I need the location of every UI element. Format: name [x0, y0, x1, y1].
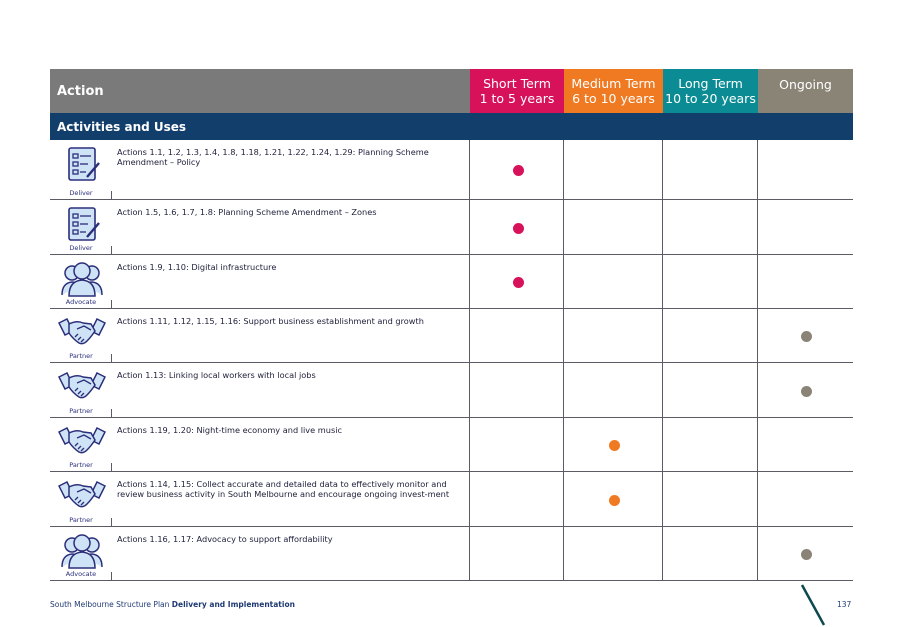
- footer-section-title: Delivery and Implementation: [171, 600, 295, 609]
- column-divider: [563, 140, 564, 581]
- icon-divider: [111, 354, 112, 362]
- role-icon-wrap: [50, 255, 112, 308]
- header-action: [50, 69, 470, 113]
- table-row: [50, 363, 853, 418]
- role-icon-wrap: [50, 527, 112, 580]
- icon-divider: [111, 409, 112, 417]
- section-title: [50, 113, 853, 140]
- medium-term-label: Medium Term: [571, 76, 656, 91]
- checklist-pen-icon: [66, 206, 102, 248]
- icon-divider: [111, 300, 112, 308]
- header-short-term: [470, 69, 564, 113]
- long-term-years: 10 to 20 years: [665, 91, 756, 106]
- column-divider: [662, 140, 663, 581]
- role-label: Partner: [69, 352, 93, 360]
- action-text: Actions 1.14, 1.15: Collect accurate and detailed data to effectively monitor and review business activity in South Melbourne and encourage ongoing invest-ment: [117, 479, 450, 499]
- term-marker-dot: [801, 386, 812, 397]
- handshake-icon: [57, 478, 107, 516]
- column-divider: [469, 140, 470, 581]
- short-term-years: 1 to 5 years: [479, 91, 555, 106]
- table-row: [50, 309, 853, 363]
- role-label: Deliver: [69, 189, 93, 197]
- role-icon-wrap: [50, 309, 112, 362]
- table-row: [50, 527, 853, 581]
- handshake-icon: [57, 369, 107, 407]
- checklist-pen-icon: [66, 146, 102, 188]
- long-term-label: Long Term: [678, 76, 743, 91]
- ongoing-label: Ongoing: [779, 77, 832, 92]
- short-term-label: Short Term: [483, 76, 551, 91]
- role-icon-wrap: [50, 363, 112, 417]
- role-label: Partner: [69, 461, 93, 469]
- term-marker-dot: [513, 223, 524, 234]
- role-label: Partner: [69, 516, 93, 524]
- term-marker-dot: [513, 277, 524, 288]
- icon-divider: [111, 518, 112, 526]
- action-text: Action 1.13: Linking local workers with local jobs: [117, 370, 316, 380]
- action-text: Actions 1.11, 1.12, 1.15, 1.16: Support business establishment and growth: [117, 316, 424, 326]
- term-marker-dot: [609, 440, 620, 451]
- footer-plan-title: South Melbourne Structure Plan: [50, 600, 170, 609]
- action-text: Actions 1.16, 1.17: Advocacy to support affordability: [117, 534, 333, 544]
- role-icon-wrap: [50, 200, 112, 254]
- role-icon-wrap: [50, 140, 112, 199]
- role-label: Advocate: [65, 570, 97, 578]
- table-row: [50, 140, 853, 200]
- icon-divider: [111, 191, 112, 199]
- medium-term-years: 6 to 10 years: [572, 91, 655, 106]
- role-label: Partner: [69, 407, 93, 415]
- table-row: [50, 472, 853, 527]
- term-marker-dot: [513, 165, 524, 176]
- role-icon-wrap: [50, 418, 112, 471]
- action-text: Actions 1.9, 1.10: Digital infrastructure: [117, 262, 277, 272]
- header-medium-term: [564, 69, 663, 113]
- handshake-icon: [57, 315, 107, 353]
- table-row: [50, 255, 853, 309]
- icon-divider: [111, 246, 112, 254]
- role-icon-wrap: [50, 472, 112, 526]
- section-title-text: Activities and Uses: [57, 119, 187, 134]
- column-divider: [757, 140, 758, 581]
- term-marker-dot: [801, 549, 812, 560]
- handshake-icon: [57, 424, 107, 462]
- term-marker-dot: [609, 495, 620, 506]
- page-number: 137: [837, 600, 852, 609]
- action-text: Actions 1.19, 1.20: Night-time economy and live music: [117, 425, 343, 435]
- header-long-term: [663, 69, 758, 113]
- people-icon: [57, 261, 107, 303]
- icon-divider: [111, 572, 112, 580]
- action-text: Actions 1.1, 1.2, 1.3, 1.4, 1.8, 1.18, 1.21, 1.22, 1.24, 1.29: Planning Scheme Amendment – Policy: [117, 147, 429, 167]
- footer: [50, 600, 295, 609]
- icon-divider: [111, 463, 112, 471]
- table-header: [50, 69, 853, 113]
- table-row: [50, 418, 853, 472]
- action-text: Action 1.5, 1.6, 1.7, 1.8: Planning Scheme Amendment – Zones: [117, 207, 377, 217]
- term-marker-dot: [801, 331, 812, 342]
- header-action-label: Action: [57, 83, 104, 99]
- decorative-slash: [800, 583, 830, 627]
- role-label: Advocate: [65, 298, 97, 306]
- role-label: Deliver: [69, 244, 93, 252]
- table-row: [50, 200, 853, 255]
- people-icon: [57, 533, 107, 575]
- header-ongoing: [758, 69, 853, 113]
